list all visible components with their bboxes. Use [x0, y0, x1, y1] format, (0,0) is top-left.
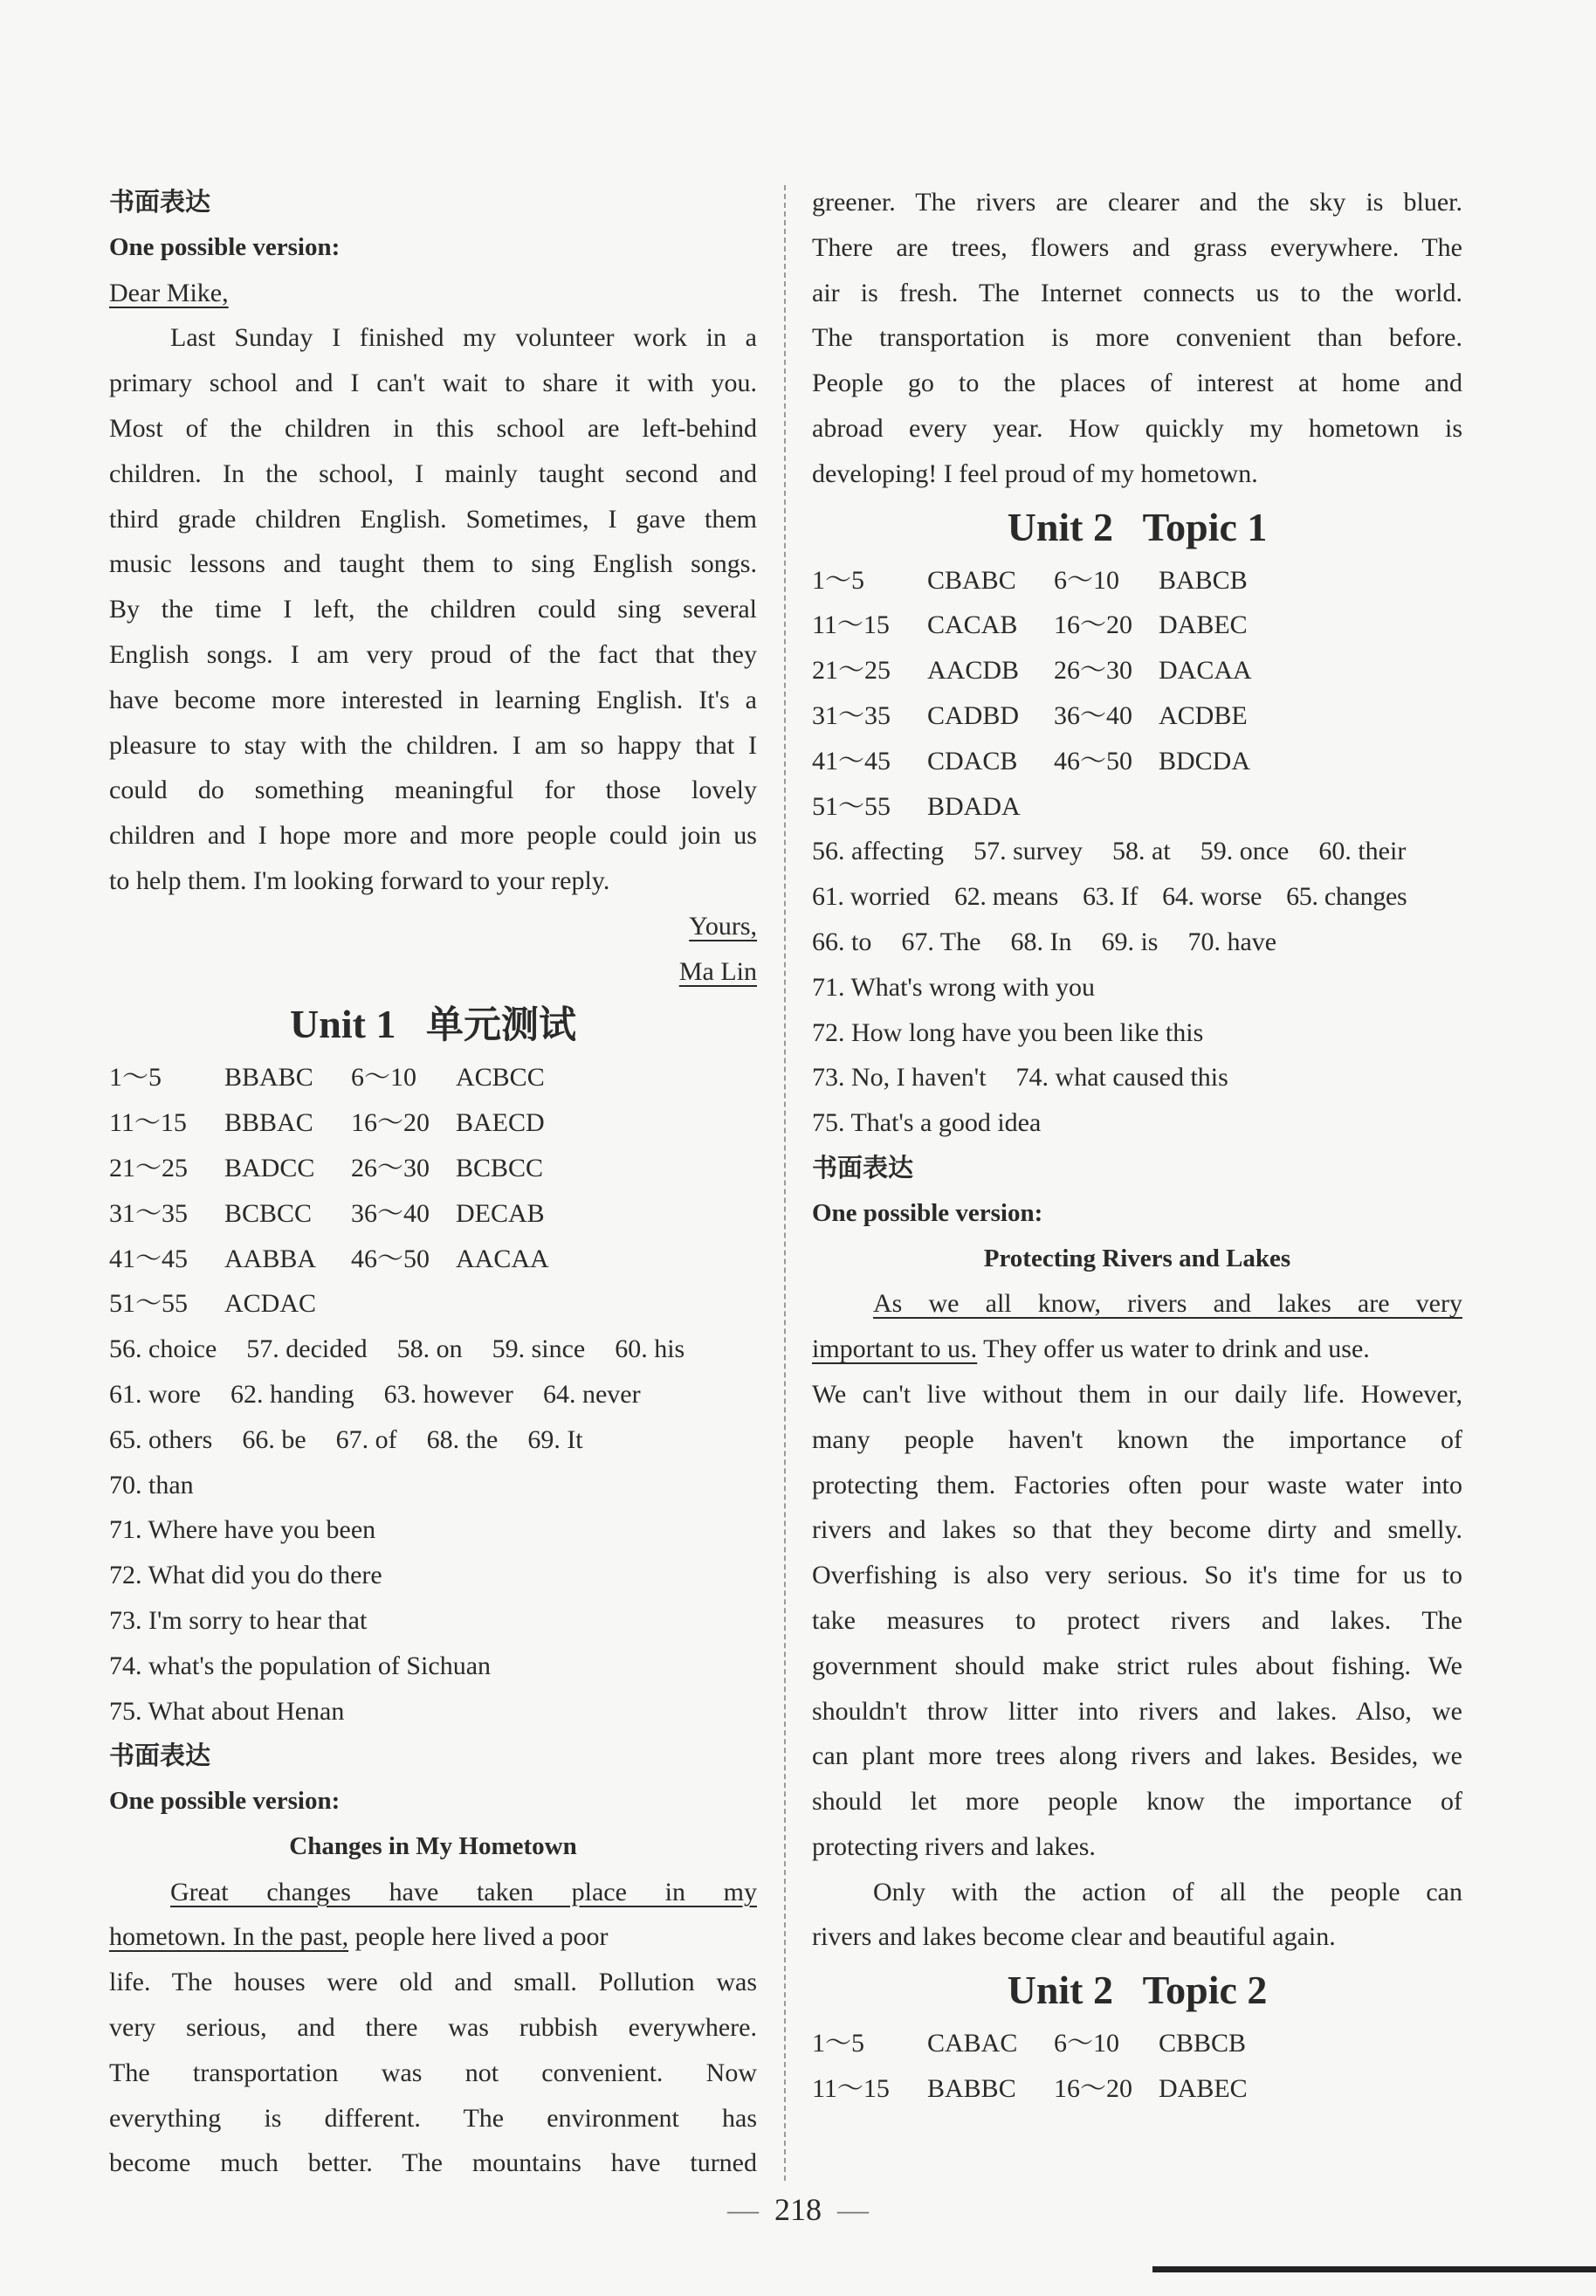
section-heading: 书面表达: [109, 1741, 211, 1771]
essay-line: shouldn't throw litter into rivers and lakes. Also, we: [812, 1696, 1462, 1726]
essay-line: rivers and lakes become clear and beautiful again.: [812, 1922, 1336, 1952]
dialog-answer: 72. What did you do there: [109, 1561, 382, 1590]
essay-line: air is fresh. The Internet connects us to the world.: [812, 278, 1462, 307]
fill-in-answers: [109, 1327, 757, 1507]
letter-line: to help them. I'm looking forward to your reply.: [109, 865, 610, 895]
letter-closing: Yours,: [689, 911, 757, 941]
essay-line: Overfishing is also very serious. So it's time for us to: [812, 1561, 1462, 1590]
page-number: — 218 —: [727, 2192, 869, 2227]
essay-line: become much better. The mountains have turned: [109, 2148, 757, 2178]
essay-line: many people haven't known the importance of: [812, 1424, 1462, 1454]
dialog-answer: 72. How long have you been like this: [812, 1017, 1204, 1047]
answer-row: 41～45 CDACB 46～50 BDCDA: [812, 746, 1251, 776]
bottom-rule: [1152, 2266, 1596, 2272]
answer-key: [812, 558, 1462, 830]
essay-line: We can't live without them in our daily life. However,: [812, 1379, 1462, 1409]
answer-row: 1～5 BBABC 6～10 ACBCC: [109, 1063, 545, 1093]
essay-line: take measures to protect rivers and lakes. The: [812, 1605, 1462, 1635]
essay-line: rivers and lakes so that they become dirty and smelly.: [812, 1515, 1462, 1545]
essay-line: important to us. They offer us water to drink and use.: [812, 1334, 1370, 1364]
dialog-answer: 73. No, I haven't 74. what caused this: [812, 1063, 1228, 1093]
letter-line: third grade children English. Sometimes, I gave them: [109, 504, 757, 534]
answer-row: 11～15 BBBAC 16～20 BAECD: [109, 1108, 545, 1138]
letter-line: primary school and I can't wait to share it with you.: [109, 369, 757, 398]
fill-row: 61. wore 62. handing 63. however 64. never: [109, 1379, 641, 1409]
letter-line: children. In the school, I mainly taught second and: [109, 459, 757, 488]
essay-line: can plant more trees along rivers and lakes. Besides, we: [812, 1741, 1462, 1771]
dialog-answers: [109, 1507, 757, 1734]
dialog-answers: [812, 965, 1462, 1146]
letter-line: English songs. I am very proud of the fact that they: [109, 639, 757, 669]
letter-line: pleasure to stay with the children. I am so happy that I: [109, 730, 757, 760]
dialog-answer: 71. What's wrong with you: [812, 972, 1095, 1002]
essay-line: The transportation is more convenient than before.: [812, 323, 1462, 353]
dialog-answer: 71. Where have you been: [109, 1515, 376, 1545]
essay-body: [109, 1870, 757, 2187]
answer-row: 31～35 CADBD 36～40 ACDBE: [812, 700, 1248, 730]
essay-line: protecting rivers and lakes.: [812, 1831, 1096, 1861]
essay-line: hometown. In the past, people here lived a poor: [109, 1922, 609, 1952]
letter-line: could do something meaningful for those lovely: [109, 776, 757, 805]
answer-row: 31～35 BCBCC 36～40 DECAB: [109, 1198, 545, 1228]
essay-continuation: [812, 180, 1462, 497]
fill-row: 70. than: [109, 1470, 194, 1500]
essay-body: [812, 1281, 1462, 1960]
fill-row: 56. affecting 57. survey 58. at 59. once 60. their: [812, 837, 1407, 866]
essay-line: The transportation was not convenient. Now: [109, 2058, 757, 2087]
answer-row: 51～55 BDADA: [812, 791, 1021, 821]
unit-title: Unit 2 Topic 2: [1007, 1968, 1268, 2013]
essay-line: life. The houses were old and small. Pollution was: [109, 1968, 757, 1997]
essay-line: government should make strict rules about fishing. We: [812, 1651, 1462, 1680]
answer-row: 21～25 AACDB 26～30 DACAA: [812, 656, 1252, 686]
letter-line: Most of the children in this school are left-behind: [109, 413, 757, 443]
column-divider: [784, 185, 786, 2181]
essay-line: should let more people know the importance of: [812, 1787, 1462, 1817]
essay-line: greener. The rivers are clearer and the sky is bluer.: [812, 188, 1462, 217]
dialog-answer: 75. That's a good idea: [812, 1108, 1042, 1138]
answer-row: 21～25 BADCC 26～30 BCBCC: [109, 1153, 544, 1182]
letter-greeting: Dear Mike,: [109, 278, 229, 307]
essay-line: Only with the action of all the people can: [873, 1877, 1462, 1906]
version-label: One possible version:: [109, 232, 341, 261]
essay-title: Changes in My Hometown: [289, 1831, 577, 1860]
letter-body: [109, 315, 757, 903]
dialog-answer: 75. What about Henan: [109, 1696, 345, 1726]
letter-line: music lessons and taught them to sing English songs.: [109, 549, 757, 579]
dialog-answer: 73. I'm sorry to hear that: [109, 1605, 368, 1635]
left-column: [109, 180, 757, 2186]
essay-line: abroad every year. How quickly my hometown is: [812, 413, 1462, 443]
version-label: One possible version:: [812, 1198, 1043, 1227]
answer-row: 1～5 CBABC 6～10 BABCB: [812, 565, 1248, 595]
answer-row: 51～55 ACDAC: [109, 1289, 317, 1319]
essay-title: Protecting Rivers and Lakes: [983, 1244, 1291, 1272]
essay-line: very serious, and there was rubbish everywhere.: [109, 2013, 757, 2043]
fill-row: 61. worried 62. means 63. If 64. worse 65. changes: [812, 882, 1407, 912]
answer-row: 41～45 AABBA 46～50 AACAA: [109, 1244, 549, 1273]
dialog-answer: 74. what's the population of Sichuan: [109, 1651, 492, 1680]
letter-line: By the time I left, the children could sing several: [109, 595, 757, 624]
fill-row: 66. to 67. The 68. In 69. is 70. have: [812, 927, 1277, 956]
letter-line: children and I hope more and more people could join us: [109, 821, 757, 851]
version-label: One possible version:: [109, 1787, 341, 1816]
unit-title: Unit 1 单元测试: [290, 1002, 576, 1048]
essay-line: protecting them. Factories often pour waste water into: [812, 1470, 1462, 1500]
letter-signature: Ma Lin: [678, 956, 757, 986]
fill-in-answers: [812, 829, 1462, 964]
fill-row: 56. choice 57. decided 58. on 59. since 60. his: [109, 1334, 685, 1364]
essay-line: everything is different. The environment has: [109, 2103, 757, 2133]
essay-line: People go to the places of interest at home and: [812, 369, 1462, 398]
essay-line: There are trees, flowers and grass everywhere. The: [812, 232, 1462, 262]
answer-row: 11～15 BABBC 16～20 DABEC: [812, 2074, 1248, 2104]
section-heading: 书面表达: [812, 1152, 914, 1182]
essay-line: developing! I feel proud of my hometown.: [812, 459, 1258, 488]
unit-title: Unit 2 Topic 1: [1007, 504, 1268, 549]
answer-key: [109, 1055, 757, 1327]
letter-line: Last Sunday I finished my volunteer work in a: [170, 323, 757, 353]
answer-row: 11～15 CACAB 16～20 DABEC: [812, 610, 1248, 640]
fill-row: 65. others 66. be 67. of 68. the 69. It: [109, 1424, 583, 1454]
essay-line: As we all know, rivers and lakes are very: [873, 1289, 1462, 1319]
answer-row: 1～5 CABAC 6～10 CBBCB: [812, 2029, 1247, 2058]
section-heading: 书面表达: [109, 187, 211, 217]
right-column: [812, 180, 1462, 2112]
letter-line: have become more interested in learning English. It's a: [109, 685, 757, 714]
answer-key: [812, 2021, 1462, 2112]
essay-line: Great changes have taken place in my: [170, 1877, 757, 1906]
